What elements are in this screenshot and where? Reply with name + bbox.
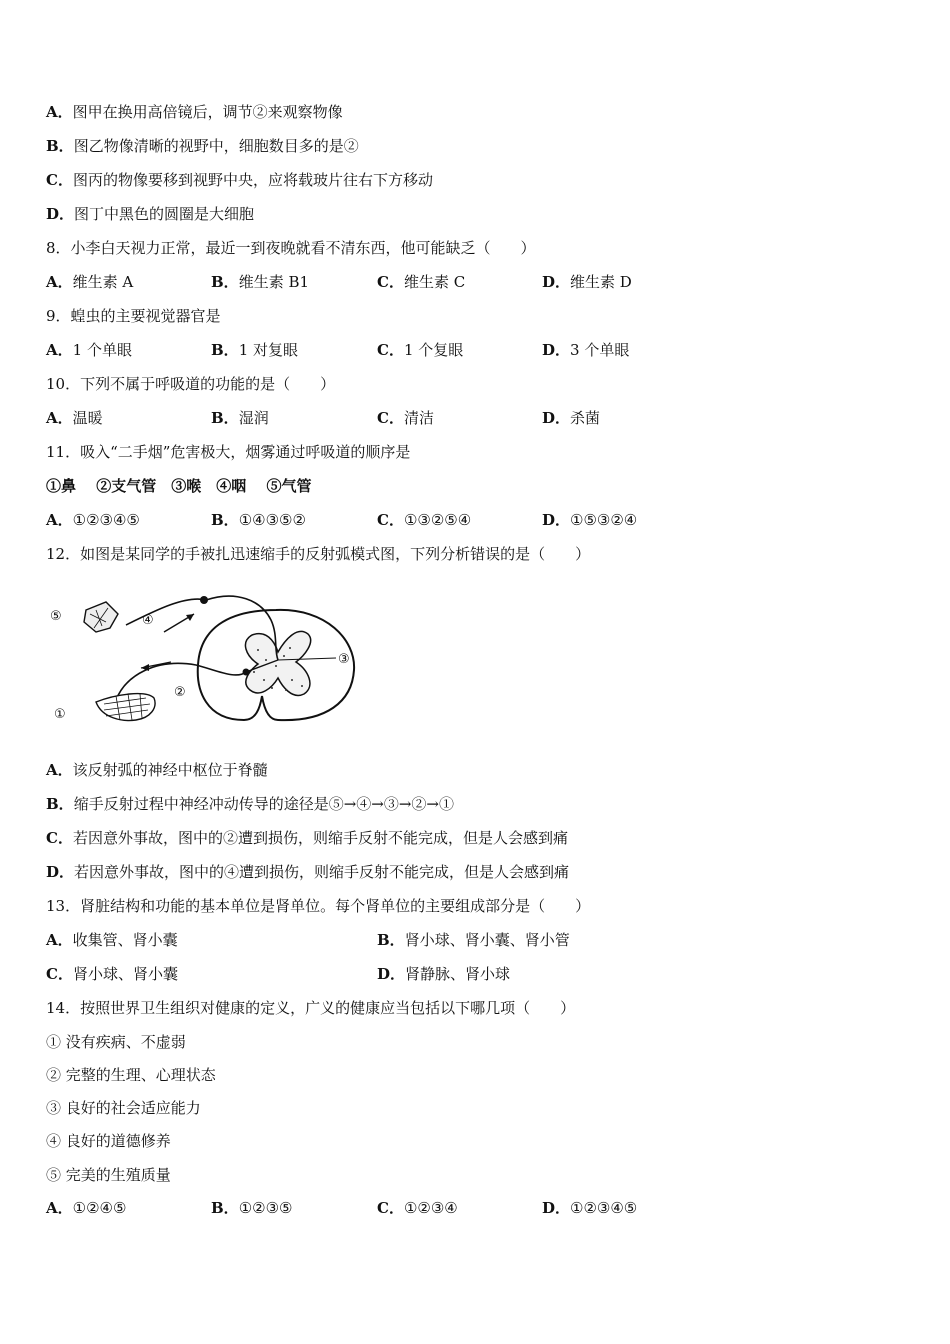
q10-option-d: D．杀菌 <box>542 409 601 427</box>
q7-option-b: B．图乙物像清晰的视野中，细胞数目多的是② <box>46 137 359 155</box>
q9-option-c: C．1 个复眼 <box>377 341 464 359</box>
q13-stem: 13．肾脏结构和功能的基本单位是肾单位。每个肾单位的主要组成部分是（ ） <box>46 897 591 915</box>
q14-item-1: ① 没有疾病、不虚弱 <box>46 1033 186 1051</box>
figure-label-1: ① <box>54 707 66 722</box>
q8-option-d: D．维生素 D <box>542 273 632 291</box>
q13-option-b: B．肾小球、肾小囊、肾小管 <box>377 931 570 949</box>
q12-option-c: C．若因意外事故，图中的②遭到损伤，则缩手反射不能完成，但是人会感到痛 <box>46 829 568 847</box>
q14-stem: 14．按照世界卫生组织对健康的定义，广义的健康应当包括以下哪几项（ ） <box>46 999 576 1017</box>
q11-stem: 11．吸入“二手烟”危害极大，烟雾通过呼吸道的顺序是 <box>46 443 411 461</box>
figure-label-5: ⑤ <box>50 609 62 624</box>
gray-matter <box>245 631 310 695</box>
q11-items: ①鼻 ②支气管 ③喉 ④咽 ⑤气管 <box>46 477 312 495</box>
sensory-nerve-4 <box>126 599 206 625</box>
q10-option-b: B．湿润 <box>211 409 269 427</box>
q14-option-b: B．①②③⑤ <box>211 1199 293 1217</box>
q11-option-a: A．①②③④⑤ <box>46 511 140 529</box>
figure-label-2: ② <box>174 685 186 700</box>
q11-option-d: D．①⑤③②④ <box>542 511 638 529</box>
q7-option-d: D．图丁中黑色的圆圈是大细胞 <box>46 205 255 223</box>
q9-stem: 9．蝗虫的主要视觉器官是 <box>46 307 221 325</box>
q14-item-3: ③ 良好的社会适应能力 <box>46 1099 201 1117</box>
reflex-arc-figure <box>46 590 366 740</box>
q8-stem: 8．小李白天视力正常，最近一到夜晚就看不清东西，他可能缺乏（ ） <box>46 239 536 257</box>
q8-option-c: C．维生素 C <box>377 273 466 291</box>
reflex-arc-diagram <box>46 590 366 740</box>
q14-item-4: ④ 良好的道德修养 <box>46 1132 171 1150</box>
q9-option-a: A．1 个单眼 <box>46 341 132 359</box>
q14-item-5: ⑤ 完美的生殖质量 <box>46 1166 171 1184</box>
q14-option-d: D．①②③④⑤ <box>542 1199 638 1217</box>
q11-option-c: C．①③②⑤④ <box>377 511 472 529</box>
q14-option-c: C．①②③④ <box>377 1199 458 1217</box>
q12-option-a: A．该反射弧的神经中枢位于脊髓 <box>46 761 268 779</box>
q10-option-c: C．清洁 <box>377 409 434 427</box>
q9-option-b: B．1 对复眼 <box>211 341 298 359</box>
q14-option-a: A．①②④⑤ <box>46 1199 127 1217</box>
q12-option-d: D．若因意外事故，图中的④遭到损伤，则缩手反射不能完成，但是人会感到痛 <box>46 863 570 881</box>
q12-option-b: B．缩手反射过程中神经冲动传导的途径是⑤→④→③→②→① <box>46 795 454 813</box>
q10-option-a: A．温暖 <box>46 409 103 427</box>
q10-stem: 10．下列不属于呼吸道的功能的是（ ） <box>46 375 336 393</box>
q9-option-d: D．3 个单眼 <box>542 341 630 359</box>
receptor-skin <box>84 602 118 632</box>
q13-option-a: A．收集管、肾小囊 <box>46 931 178 949</box>
q8-option-b: B．维生素 B1 <box>211 273 310 291</box>
q12-stem: 12．如图是某同学的手被扎迅速缩手的反射弧模式图，下列分析错误的是（ ） <box>46 545 591 563</box>
q13-option-d: D．肾静脉、肾小球 <box>377 965 511 983</box>
ganglion <box>200 596 208 604</box>
figure-label-4: ④ <box>142 613 154 628</box>
q7-option-a: A．图甲在换用高倍镜后，调节②来观察物像 <box>46 103 343 121</box>
figure-label-3: ③ <box>338 652 350 667</box>
q7-option-c: C．图丙的物像要移到视野中央，应将载玻片往右下方移动 <box>46 171 433 189</box>
q11-option-b: B．①④③⑤② <box>211 511 306 529</box>
q8-option-a: A．维生素 A <box>46 273 134 291</box>
q13-option-c: C．肾小球、肾小囊 <box>46 965 178 983</box>
q14-item-2: ② 完整的生理、心理状态 <box>46 1066 216 1084</box>
